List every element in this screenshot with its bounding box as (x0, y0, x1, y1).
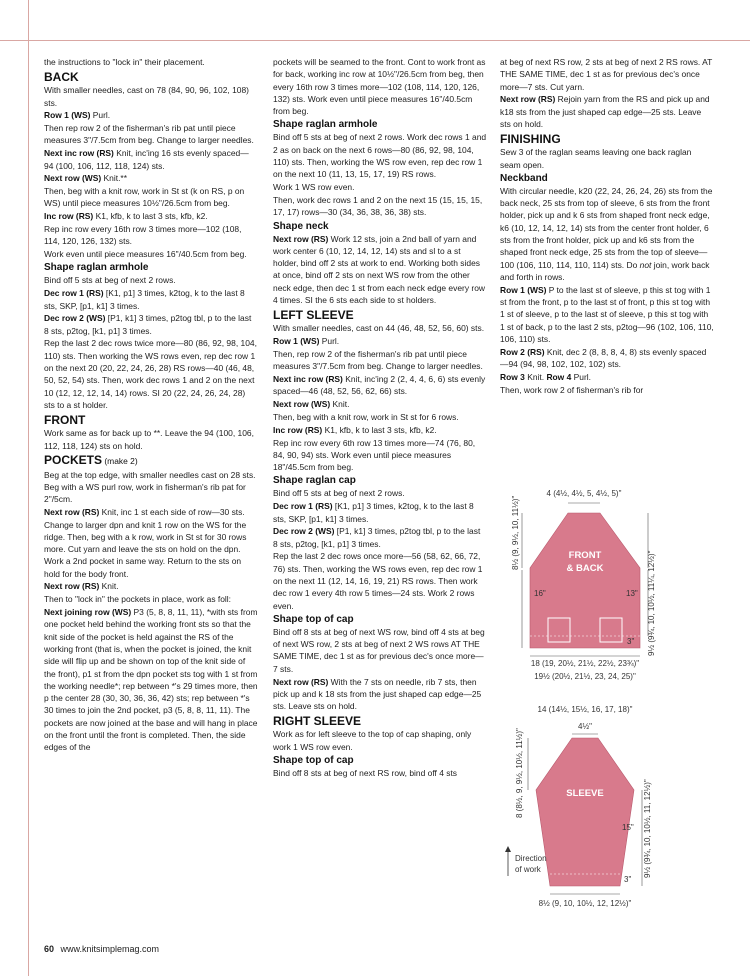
piece-label-sleeve: SLEEVE (566, 788, 604, 799)
row-text: Purl. (571, 371, 591, 382)
row-text: [K1, p1] 3 times, k2tog, k to the last 8 sts, SKP, [p1, k1] 3 times. (44, 288, 245, 311)
heading-right-sleeve: RIGHT SLEEVE (273, 713, 362, 728)
row-text: Knit, inc 1 st each side of row—30 sts. Change to larger dpn and knit 1 row on the WS for the ridge. Then, beg with a k row, work in St st for 30 rows more. Cut yarn and leave the sts on hold on the dpn. Work a 2nd pocket in same way. Return to the sts on hold for the body front. (44, 507, 247, 579)
emphasis-not: not (639, 259, 652, 270)
paragraph: Work 1 WS row even. (273, 182, 355, 193)
direction-arrow-icon (505, 846, 511, 876)
instruction-row (44, 210, 258, 222)
row-text: Knit, inc'ing 16 sts evenly spaced—94 (100, 106, 112, 118, 124) sts. (44, 148, 249, 171)
instruction-row (273, 525, 487, 550)
footer-url: www.knitsimplemag.com (60, 944, 160, 954)
dim-sleeve-top-1: 14 (14½, 15½, 16, 17, 18)" (537, 705, 633, 714)
piece-label-back: & BACK (566, 563, 604, 574)
heading-finishing: FINISHING (500, 131, 561, 146)
row-text: With the 7 sts on needle, rib 7 sts, then pick up and k 18 sts from the just shaped cap edge—25 sts. Leave sts on hold. (273, 676, 482, 712)
row-text: Purl. (90, 110, 111, 121)
row-text: P3 (5, 8, 8, 11, 11), *with sts from one pocket held behind the working front sts so that the knit side of the pocket is held against the RS of the working front (that is, when the pocket is joined, the knit side will flip up and be shown on top of the knit side of the front), p1 st from the dpn pocket sts tog with 1 st from the working needle*; rep between *'s 29 times more, then p the center 28 (30, 30, 36, 36, 42) sts; rep between *'s 30 times to join the 2nd pocket, p3 (5, 8, 8, 11, 11). The pockets are now joined at the base and will hang in place on the front until the front is completed. Then, the side edges of the (44, 607, 258, 753)
instruction-row (500, 346, 714, 371)
paragraph: Work even until piece measures 16"/40.5cm from beg. (44, 249, 247, 260)
row-text: Knit.** (101, 173, 127, 184)
row-text: K1, kfb, k to last 3 sts, kfb, k2. (93, 211, 208, 222)
dim-sleeve-top-2: 4½" (578, 722, 592, 731)
dim-right-length: 13" (626, 589, 638, 598)
schematic-diagrams (500, 478, 740, 918)
direction-label-2: of work (515, 865, 541, 874)
dim-sleeve-left: 8 (8½, 9, 9½, 10½, 11½)" (515, 728, 524, 818)
subheading-raglan-armhole: Shape raglan armhole (44, 262, 149, 274)
instruction-row (500, 93, 714, 130)
heading-front: FRONT (44, 412, 86, 427)
page-footer (44, 944, 159, 954)
paragraph: at beg of next RS row, 2 sts at beg of next 2 RS rows. AT THE SAME TIME, dec 1 st as for previous dec's once more—7 sts. Cut yarn. (500, 57, 713, 92)
instruction-row (44, 287, 258, 312)
paragraph: Then, work row 2 of fisherman's rib for (500, 384, 644, 395)
row-text: Rejoin yarn from the RS and pick up and k18 sts from the just shaped cap edge—25 sts. Leave sts on hold. (500, 94, 710, 129)
dim-sleeve-right: 9½ (9¾, 10, 10½, 11, 12½)" (643, 779, 652, 878)
paragraph (500, 185, 714, 283)
paragraph: Then to "lock in" the pockets in place, work as foll: (44, 594, 232, 605)
row-text: Knit. (330, 399, 350, 410)
text-column-1 (44, 56, 258, 754)
row-text: K1, kfb, k to last 3 sts, kfb, k2. (322, 424, 437, 435)
row-label: Next row (RS) (273, 233, 329, 244)
instruction-row (500, 284, 714, 345)
subheading-raglan-armhole: Shape raglan armhole (273, 119, 378, 131)
row-label: Next inc row (RS) (44, 148, 114, 159)
subheading-neckband: Neckband (500, 172, 548, 184)
sleeve-piece (536, 738, 634, 886)
instruction-row (44, 109, 258, 121)
paragraph: Rep the last 2 dec rows twice more—80 (86, 92, 98, 104, 110) sts. Then working the WS rows even, rep dec row 1 on the next 20 (20, 22, 24, 26, 28) RS rows—40 (46, 48, 50, 52, 54) sts. Then, work dec rows 1 and 2 on the next 10 (12, 12, 12, 14, 14) rows. SI 20 (22, 24, 26, 24, 28) sts to a st holder. (44, 338, 257, 410)
dim-width-2: 19½ (20½, 21½, 23, 24, 25)" (534, 672, 636, 681)
paragraph: Bind off 5 sts at beg of next 2 rows. (44, 275, 176, 286)
subheading-raglan-cap: Shape raglan cap (273, 475, 356, 487)
left-margin-rule (28, 0, 29, 976)
row-label: Next row (RS) (500, 94, 556, 105)
paragraph: Work as for left sleeve to the top of cap shaping, only work 1 WS row even. (273, 729, 472, 752)
paragraph: Then, beg with a knit row, work in St st for 6 rows. (273, 411, 459, 422)
row-label: Row 3 (500, 371, 525, 382)
dim-right-raglan: 9½ (9¾, 10, 10½, 11¼, 12½)" (647, 550, 656, 656)
dim-left-length: 16" (534, 589, 546, 598)
instruction-row (44, 172, 258, 184)
paragraph: Then, rep row 2 of the fisherman's rib pat until piece measures 3"/7.5cm from beg. Change to larger needles. (273, 348, 483, 372)
paragraph: Bind off 5 sts at beg of next 2 rows. Work dec rows 1 and 2 as on back on the next 6 rows—80 (86, 92, 98, 104, 110) sts. Then, working the WS row even, rep dec row 1 on the next 10 (11, 13, 15, 17, 19) RS rows. (273, 132, 487, 180)
instruction-row (273, 335, 487, 347)
row-label: Row 2 (RS) (500, 346, 545, 357)
instruction-row (273, 676, 487, 713)
instruction-row (273, 424, 487, 436)
row-label: Next row (WS) (273, 399, 331, 410)
dim-rib-front: 3" (627, 637, 635, 646)
instruction-row (44, 580, 258, 592)
paragraph: With smaller needles, cast on 78 (84, 90, 96, 102, 108) sts. (44, 85, 249, 108)
schematic-svg (500, 478, 740, 918)
front-back-schematic (511, 489, 656, 681)
instruction-row (44, 606, 258, 754)
text-run: join, work back and forth in rows. (500, 259, 710, 282)
paragraph: Work same as for back up to **. Leave the 94 (100, 106, 112, 118, 124) sts on hold. (44, 428, 254, 451)
paragraph: the instructions to "lock in" their placement. (44, 57, 205, 67)
instruction-row (44, 147, 258, 172)
row-label: Dec row 1 (RS) (273, 501, 333, 512)
row-label: Row 1 (WS) (500, 284, 547, 295)
front-back-piece (530, 513, 640, 648)
row-text: [P1, k1] 3 times, p2tog tbl, p to the last 8 sts, p2tog, [k1, p1] 3 times. (44, 313, 252, 336)
row-label: Dec row 1 (RS) (44, 288, 104, 299)
instruction-row (44, 506, 258, 580)
paragraph: Then rep row 2 of the fisherman's rib pat until piece measures 3"/7.5cm from beg. Change to larger needles. (44, 123, 254, 146)
paragraph: With smaller needles, cast on 44 (46, 48, 52, 56, 60) sts. (273, 323, 485, 334)
row-text: [K1, p1] 3 times, k2tog, k to the last 8 sts, SKP, [p1, k1] 3 times. (273, 501, 474, 524)
row-text: P to the last st of sleeve, p this st tog with 1 st from the front, p to the last st of front, p this st tog with 1 st of sleeve, p to the last st of sleeve, p this st tog with 1 st of back, p to the last 2 sts, p2tog—96 (102, 106, 110, 106, 110) sts. (500, 284, 714, 344)
row-label: Next joining row (WS) (44, 607, 132, 618)
dim-sleeve-rib: 3" (624, 875, 632, 884)
top-rule (0, 0, 750, 41)
row-text: Knit, inc'ing 2 (2, 4, 4, 6, 6) sts evenly spaced—46 (48, 52, 56, 62, 66) sts. (273, 374, 486, 397)
row-text: Knit. (99, 581, 119, 592)
sleeve-schematic (505, 705, 652, 908)
dim-left-raglan: 8½ (9, 9½, 10, 11½)" (511, 495, 520, 570)
paragraph: Then, work dec rows 1 and 2 on the next 15 (15, 15, 15, 17, 17) rows—30 (34, 36, 38, 36, 38) sts. (273, 194, 483, 218)
instruction-row (273, 233, 487, 307)
row-label: Next row (RS) (44, 581, 100, 592)
instruction-row (273, 398, 487, 410)
subheading-top-of-cap: Shape top of cap (273, 613, 354, 625)
subheading-neck: Shape neck (273, 220, 329, 232)
paragraph: Beg at the top edge, with smaller needles cast on 28 sts. Beg with a WS purl row, work in fisherman's rib pat for 2"/5cm. (44, 469, 256, 505)
paragraph: Bind off 5 sts at beg of next 2 rows. (273, 488, 405, 499)
paragraph: Rep the last 2 dec rows once more—56 (58, 62, 66, 72, 76) sts. Then, working the WS rows even, rep dec row 1 on the next 11 (12, 14, 16, 19, 21) RS rows. Then work dec row 1 every 4th row 5 times—24 sts. Work 2 rows even. (273, 551, 483, 611)
dim-sleeve-bottom: 8½ (9, 10, 10½, 12, 12½)" (538, 899, 632, 908)
text-run: With circular needle, k20 (22, 24, 26, 24, 26) sts from the back neck, 25 sts from top of sleeve, 6 sts from the front holder, pick up and k 6 sts from shaped front neck edge, k6 (10, 12, 14, 12, 14) sts from the center front holder, 6 sts from the front holder, pick up and k6 sts from the shaped front neck edge, 25 sts from the top of sleeve—100 (106, 110, 114, 110, 114) sts. Do (500, 185, 713, 270)
heading-left-sleeve: LEFT SLEEVE (273, 307, 354, 322)
row-text: Work 12 sts, join a 2nd ball of yarn and work center 6 (10, 12, 14, 12, 14) sts and sl to a st holder, bind off 2 sts at work to end. Working both sides at once, bind off 2 sts on next WS row from the other neck edge, then dec 1 st from each neck edge every row 4 times. SI the 6 sts each side to st holders. (273, 233, 485, 306)
piece-label-front: FRONT (568, 550, 602, 561)
subheading-top-of-cap: Shape top of cap (273, 755, 354, 767)
paragraph: Rep inc row every 16th row 3 times more—102 (108, 114, 120, 126, 132) sts. (44, 224, 242, 247)
heading-pockets-note: (make 2) (102, 456, 138, 467)
paragraph: Sew 3 of the raglan seams leaving one back raglan seam open. (500, 147, 692, 170)
heading-pockets (44, 453, 258, 469)
row-text: Purl. (319, 336, 340, 347)
paragraph: Rep inc row every 6th row 13 times more—74 (76, 80, 84, 90, 94) sts. Work even until piece measures 18"/45.5cm from beg. (273, 437, 476, 473)
dim-sleeve-length: 15" (622, 823, 634, 832)
heading-pockets-label: POCKETS (44, 453, 103, 468)
instruction-row (273, 373, 487, 398)
row-label: Inc row (RS) (273, 424, 323, 435)
text-column-3 (500, 56, 714, 396)
direction-label-1: Direction (515, 854, 547, 863)
row-label: Row 1 (WS) (273, 336, 320, 347)
row-label: Next row (RS) (44, 507, 100, 518)
text-column-2 (273, 56, 487, 780)
instruction-row (500, 371, 714, 383)
row-label: Next row (WS) (44, 173, 102, 184)
dim-width-1: 18 (19, 20½, 21½, 22½, 23¾)" (530, 659, 640, 668)
row-text: Knit. (524, 371, 547, 382)
row-label: Row 1 (WS) (44, 110, 91, 121)
row-label: Dec row 2 (WS) (273, 526, 335, 537)
row-text: Knit, dec 2 (8, 8, 8, 4, 8) sts evenly spaced—94 (94, 98, 102, 102, 102) sts. (500, 346, 707, 370)
row-label: Next row (RS) (273, 676, 329, 687)
dim-top: 4 (4½, 4½, 5, 4½, 5)" (546, 489, 622, 498)
page-number: 60 (44, 944, 55, 954)
row-label: Dec row 2 (WS) (44, 313, 106, 324)
paragraph: pockets will be seamed to the front. Cont to work front as for back, working inc row at 10½"/26.5cm from beg, then every 16th row 3 times more—102 (108, 114, 120, 126, 132) sts. Work even until piece measures 16"/40.5cm from beg. (273, 57, 486, 117)
paragraph: Bind off 8 sts at beg of next WS row, bind off 4 sts at beg of next WS row, 2 sts at beg of next 2 WS rows AT THE SAME TIME, dec 1 st as for previous dec's once more—7 sts. (273, 626, 485, 674)
instruction-row (44, 312, 258, 337)
row-label: Row 4 (546, 371, 572, 382)
row-label: Inc row (RS) (44, 211, 94, 222)
paragraph: Bind off 8 sts at beg of next RS row, bind off 4 sts (273, 768, 458, 779)
row-label: Next inc row (RS) (273, 374, 343, 385)
paragraph: Then, beg with a knit row, work in St st (k on RS, p on WS) until piece measures 10½"/26.5cm from beg. (44, 186, 245, 209)
row-text: [P1, k1] 3 times, p2tog tbl, p to the last 8 sts, p2tog, [k1, p1] 3 times. (273, 526, 481, 549)
instruction-row (273, 500, 487, 525)
heading-back: BACK (44, 69, 79, 84)
